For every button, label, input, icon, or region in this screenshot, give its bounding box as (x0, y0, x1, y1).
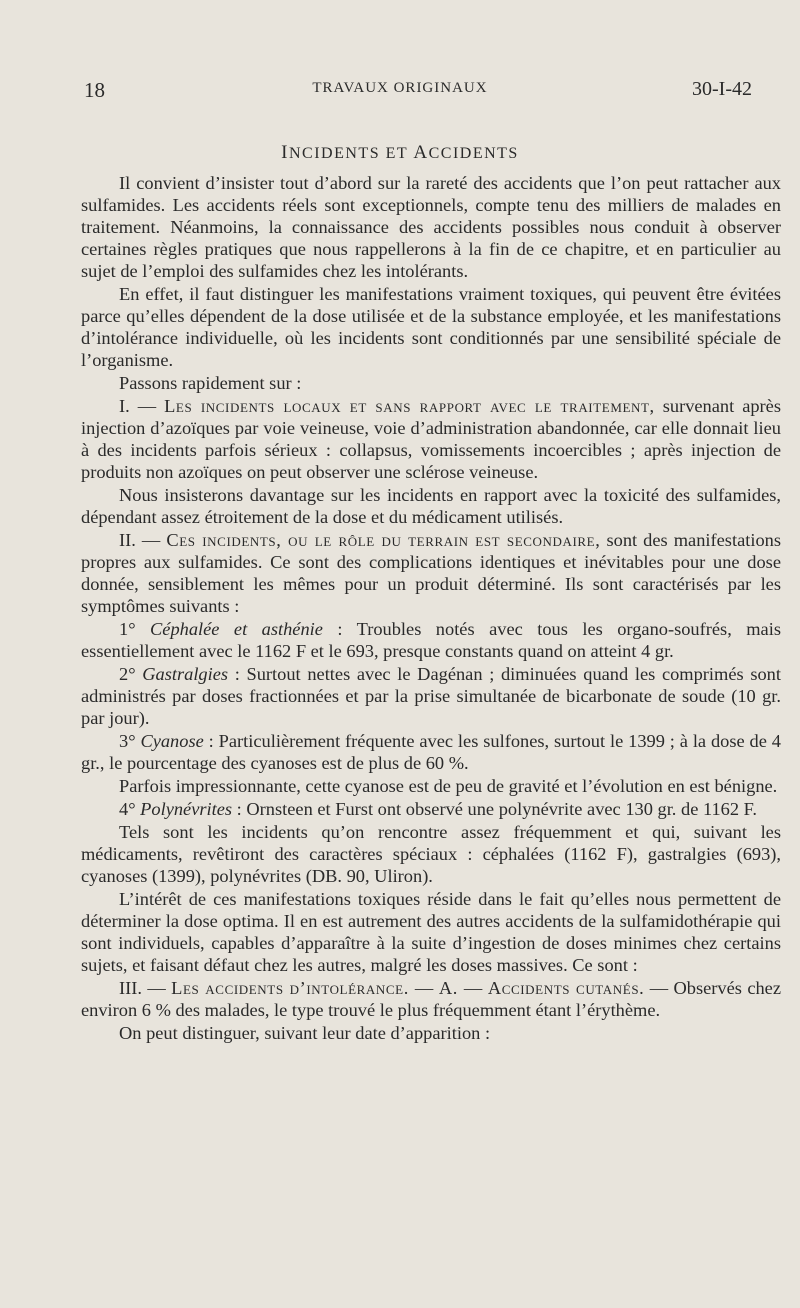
section-title-cap-2: A (413, 142, 429, 163)
item-2-number: 2° (119, 664, 143, 684)
item-1-number: 1° (119, 619, 151, 639)
paragraph-passons: Passons rapidement sur : (119, 373, 302, 393)
section-1-heading: Les incidents locaux et sans rapport avec le traitement, (164, 396, 655, 416)
item-4-text: : Ornsteen et Furst ont observé une polynévrite avec 130 gr. de 1162 F. (232, 799, 758, 819)
page-header (0, 78, 800, 102)
body-text (81, 172, 781, 1045)
section-title (0, 142, 800, 164)
paragraph-section-3 (81, 977, 781, 1021)
section-2-heading: Ces incidents, ou le rôle du terrain est secondaire, (166, 530, 601, 550)
item-3-text: : Particulièrement fréquente avec les sulfones, surtout le 1399 ; à la dose de 4 gr., le pourcentage des cyanoses est de plus de 60 %. (81, 731, 781, 773)
paragraph-summary: Tels sont les incidents qu’on rencontre assez fréquemment et qui, suivant les médicaments, revêtiront des caractères spéciaux : céphalées (1162 F), gastralgies (693), cyanoses (1399), polynévrites (DB. 90, Uliron). (81, 822, 781, 886)
paragraph-cephalee (81, 618, 781, 662)
item-4-title: Polynévrites (140, 799, 233, 819)
paragraph-gastralgies (81, 663, 781, 729)
item-1-text: : Troubles notés avec tous les organo-soufrés, mais essentiellement avec le 1162 F et le 693, presque constants quand on atteint 4 gr. (81, 619, 781, 661)
page-number: 18 (84, 78, 105, 102)
paragraph-interest: L’intérêt de ces manifestations toxiques réside dans le fait qu’elles nous permettent de déterminer la dose optima. Il en est autrement des autres accidents de la sulfamidothérapie qui sont individuels, capables d’apparaître à la suite d’ingestion de doses minimes chez certains sujets, et faisant défaut chez les autres, malgré les doses massives. Ce sont : (81, 889, 781, 975)
issue-date: 30-I-42 (692, 78, 752, 100)
paragraph-section-1 (81, 395, 781, 483)
section-title-word-1: NCIDENTS (288, 145, 381, 162)
paragraph-rarity: Il convient d’insister tout d’abord sur la rareté des accidents que l’on peut rattacher aux sulfamides. Les accidents réels sont exceptionnels, compte tenu des milliers de malades en traitement. Néanmoins, la connaissance des accidents possibles nous conduit à observer certaines règles pratiques que nous rappellerons à la fin de ce chapitre, et en particulier au sujet de l’emploi des sulfamides chez les intolérants. (81, 173, 781, 281)
item-2-text: : Surtout nettes avec le Dagénan ; diminuées quand les comprimés sont administrés par doses fractionnées et par la prise simultanée de bicarbonate de soude (10 gr. par jour). (81, 664, 781, 728)
section-title-conjunction: ET (380, 145, 414, 162)
section-3-lead: III. — (119, 978, 172, 998)
section-1-lead: I. — (119, 396, 165, 416)
item-4-number: 4° (119, 799, 141, 819)
paragraph-polynevrites (81, 798, 781, 820)
section-2-text: sont des manifestations propres aux sulfamides. Ce sont des complications identiques et inévitables pour une dose donnée, sensiblement les mêmes pour un produit déterminé. Ils sont caractérisés par les symptômes suivants : (81, 530, 781, 616)
section-1-text: survenant après injection d’azoïques par voie veineuse, voie d’administration abandonnée, car elle donnait lieu à des incidents parfois sérieux : collapsus, vomissements incoercibles ; après injection de produits non azoïques on peut observer une sclérose veineuse. (81, 396, 781, 482)
section-3-text: — Observés chez environ 6 % des malades, le type trouvé le plus fréquemment étant l’érythème. (81, 978, 781, 1020)
paragraph-toxicity: Nous insisterons davantage sur les incidents en rapport avec la toxicité des sulfamides, dépendant assez étroitement de la dose et du médicament utilisés. (81, 485, 781, 527)
paragraph-distinguish: On peut distinguer, suivant leur date d’apparition : (119, 1023, 491, 1043)
section-3-heading: Les accidents d’intolérance. — A. — Accidents cutanés. (171, 978, 645, 998)
item-1-title: Céphalée et asthénie (150, 619, 323, 639)
paragraph-section-2 (81, 529, 781, 617)
running-head: TRAVAUX ORIGINAUX (312, 80, 488, 96)
section-title-word-2: CCIDENTS (428, 145, 519, 162)
paragraph-cyanose-note: Parfois impressionnante, cette cyanose est de peu de gravité et l’évolution en est bénigne. (119, 776, 778, 796)
paragraph-distinction: En effet, il faut distinguer les manifestations vraiment toxiques, qui peuvent être évitées parce qu’elles dépendent de la dose utilisée et de la substance employée, et les manifestations d’intolérance individuelle, où les incidents sont conditionnés par une sensibilité spéciale de l’organisme. (81, 284, 781, 370)
section-2-lead: II. — (119, 530, 167, 550)
item-3-number: 3° (119, 731, 141, 751)
item-2-title: Gastralgies (142, 664, 229, 684)
item-3-title: Cyanose (140, 731, 204, 751)
section-title-cap-1: I (281, 142, 289, 163)
paragraph-cyanose (81, 730, 781, 774)
